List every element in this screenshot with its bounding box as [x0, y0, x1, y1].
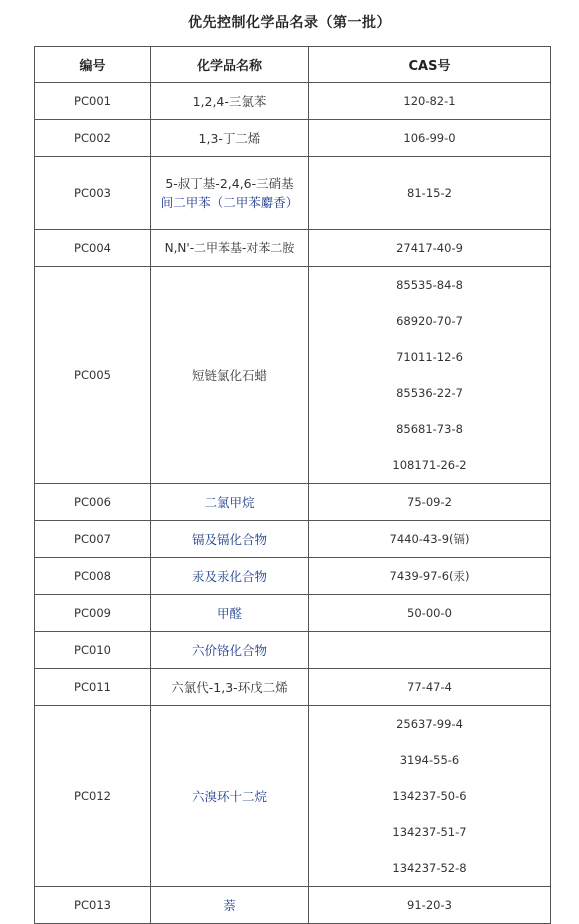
table-row [35, 632, 551, 669]
cas-number: 134237-52-8 [392, 861, 467, 875]
cell-name: 镉及镉化合物 [151, 521, 309, 558]
cas-number: 71011-12-6 [396, 350, 463, 364]
cell-name [151, 157, 309, 230]
chemical-list-table [34, 46, 551, 924]
cell-cas: 7439-97-6(汞) [309, 558, 551, 595]
header-cas: CAS号 [309, 47, 551, 83]
table-row [35, 887, 551, 924]
cell-name: N,N'-二甲苯基-对苯二胺 [151, 230, 309, 267]
cas-number: 25637-99-4 [396, 717, 463, 731]
cell-code: PC013 [35, 887, 151, 924]
cas-number: 134237-50-6 [392, 789, 467, 803]
cell-code: PC006 [35, 484, 151, 521]
table-row [35, 120, 551, 157]
cell-name: 1,3-丁二烯 [151, 120, 309, 157]
cell-name: 六价铬化合物 [151, 632, 309, 669]
cell-code: PC008 [35, 558, 151, 595]
table-row [35, 230, 551, 267]
cell-code: PC003 [35, 157, 151, 230]
cell-name: 六溴环十二烷 [151, 706, 309, 887]
cell-name: 萘 [151, 887, 309, 924]
cell-cas [309, 632, 551, 669]
table-row [35, 267, 551, 484]
cas-number: 85536-22-7 [396, 386, 463, 400]
header-code: 编号 [35, 47, 151, 83]
cell-code: PC001 [35, 83, 151, 120]
cas-number: 134237-51-7 [392, 825, 467, 839]
cell-name: 六氯代-1,3-环戊二烯 [151, 669, 309, 706]
table-row [35, 669, 551, 706]
cas-number: 68920-70-7 [396, 314, 463, 328]
cell-cas: 7440-43-9(镉) [309, 521, 551, 558]
table-row [35, 83, 551, 120]
header-name: 化学品名称 [151, 47, 309, 83]
cell-cas: 120-82-1 [309, 83, 551, 120]
cell-cas: 50-00-0 [309, 595, 551, 632]
cell-cas: 27417-40-9 [309, 230, 551, 267]
cas-number: 85535-84-8 [396, 278, 463, 292]
cell-name: 汞及汞化合物 [151, 558, 309, 595]
table-header-row [35, 47, 551, 83]
cell-cas: 81-15-2 [309, 157, 551, 230]
table-row [35, 706, 551, 887]
cas-number: 3194-55-6 [399, 753, 460, 767]
table-row [35, 157, 551, 230]
table-row [35, 558, 551, 595]
cell-name-line: 5-叔丁基-2,4,6-三硝基 [165, 176, 294, 191]
cell-name-line: 间二甲苯（二甲苯麝香） [160, 195, 299, 210]
cell-cas-list [309, 267, 551, 484]
cell-code: PC009 [35, 595, 151, 632]
cell-code: PC002 [35, 120, 151, 157]
cell-name: 二氯甲烷 [151, 484, 309, 521]
table-row [35, 484, 551, 521]
cell-code: PC011 [35, 669, 151, 706]
cell-code: PC010 [35, 632, 151, 669]
cas-number: 85681-73-8 [396, 422, 463, 436]
cell-cas: 77-47-4 [309, 669, 551, 706]
table-row [35, 521, 551, 558]
cas-number: 108171-26-2 [392, 458, 467, 472]
cell-code: PC012 [35, 706, 151, 887]
cell-name: 1,2,4-三氯苯 [151, 83, 309, 120]
cell-code: PC007 [35, 521, 151, 558]
cell-name: 甲醛 [151, 595, 309, 632]
cell-cas: 91-20-3 [309, 887, 551, 924]
cell-cas: 106-99-0 [309, 120, 551, 157]
page-title: 优先控制化学品名录（第一批） [188, 15, 391, 31]
cell-cas-list [309, 706, 551, 887]
cell-code: PC004 [35, 230, 151, 267]
cell-name: 短链氯化石蜡 [151, 267, 309, 484]
table-row [35, 595, 551, 632]
cell-cas: 75-09-2 [309, 484, 551, 521]
cell-code: PC005 [35, 267, 151, 484]
